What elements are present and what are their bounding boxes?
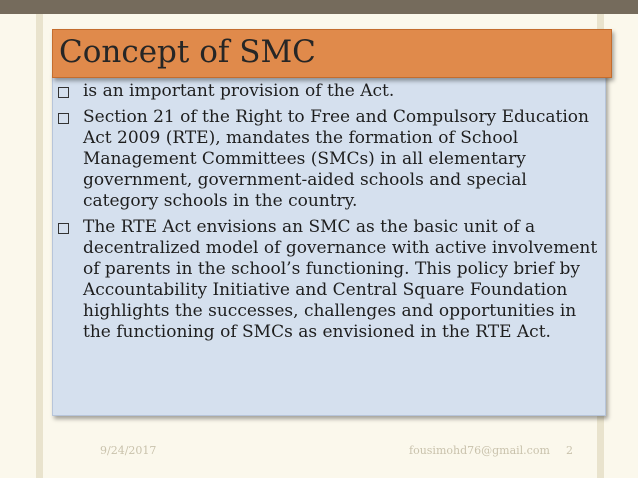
bullet-list	[56, 81, 604, 348]
top-bar	[0, 0, 638, 14]
square-bullet-icon	[58, 223, 69, 234]
bullet-item	[56, 81, 604, 102]
slide-title: Concept of SMC	[59, 34, 316, 70]
bullet-item	[56, 107, 604, 212]
bullet-text: Section 21 of the Right to Free and Compulsory Education Act 2009 (RTE), mandates the formation of School Management Committees (SMCs) in all elementary government, government-aided schools and special category schools in the country.	[83, 107, 589, 211]
title-box	[52, 29, 612, 78]
footer-email: fousimohd76@gmail.com	[409, 444, 550, 457]
square-bullet-icon	[58, 113, 69, 124]
footer-date: 9/24/2017	[100, 444, 157, 457]
bullet-item	[56, 217, 604, 343]
left-decorative-stripe	[36, 14, 43, 478]
bullet-text: is an important provision of the Act.	[83, 81, 395, 101]
square-bullet-icon	[58, 87, 69, 98]
bullet-text: The RTE Act envisions an SMC as the basic unit of a decentralized model of governance with active involvement of parents in the school’s functioning. This policy brief by Accountability Initiative and Central Square Foundation highlights the successes, challenges and opportunities in the functioning of SMCs as envisioned in the RTE Act.	[83, 217, 598, 342]
footer-page-number: 2	[566, 444, 573, 457]
